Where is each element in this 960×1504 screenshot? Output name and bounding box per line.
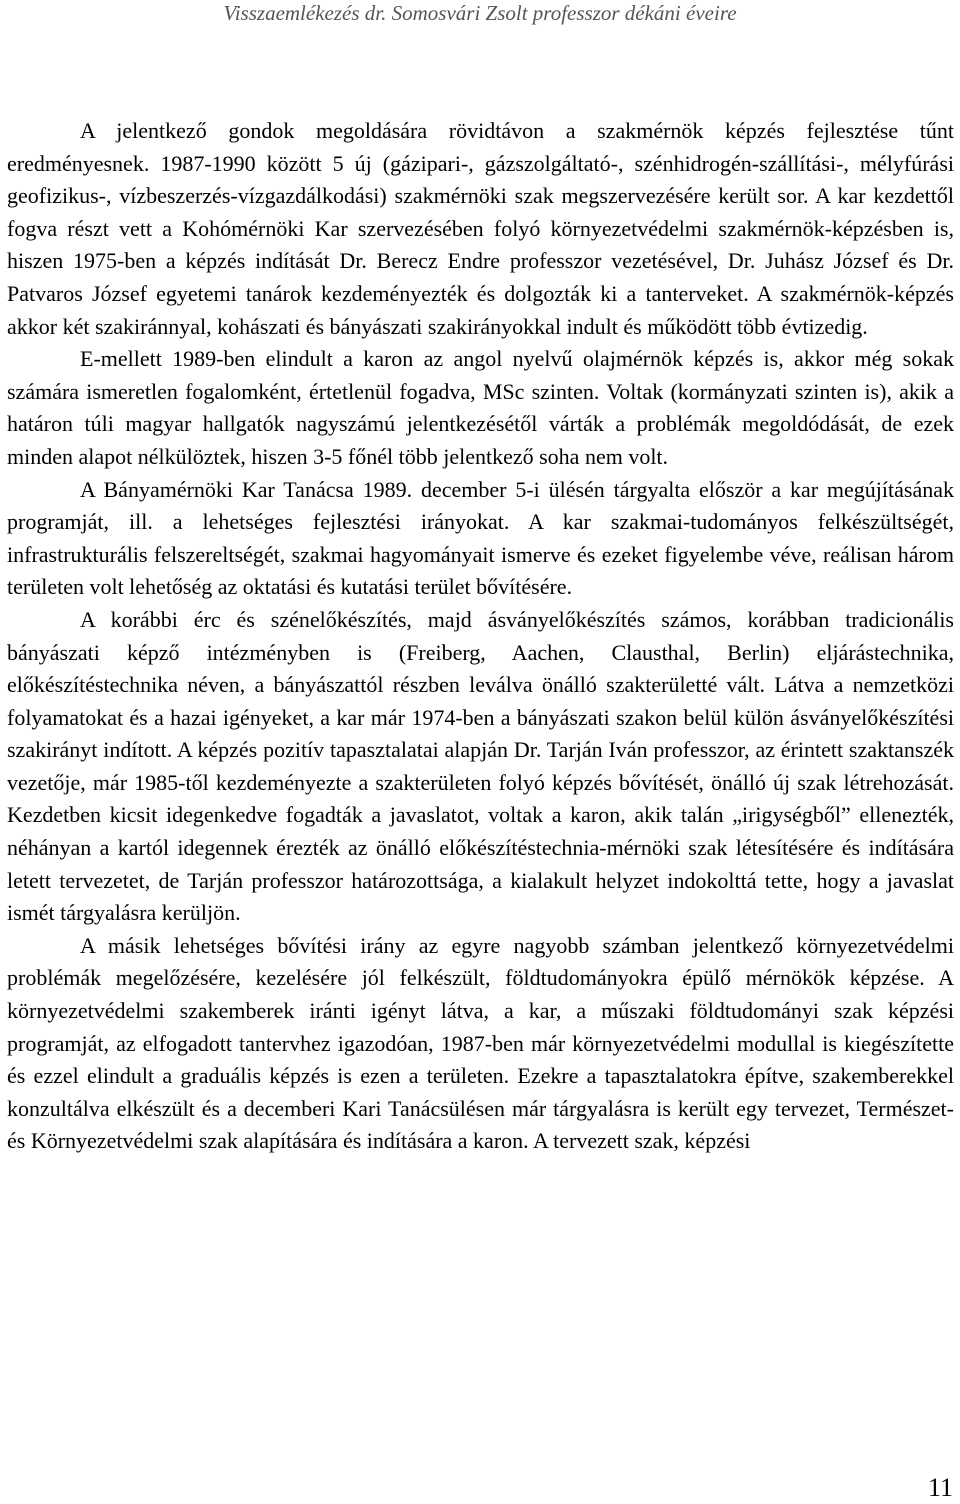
page-number: 11	[927, 1473, 953, 1502]
paragraph-1: A jelentkező gondok megoldására rövidtávon a szakmérnök képzés fejlesztése tűnt eredményesnek. 1987-1990 között 5 új (gázipari-, gázszolgáltató-, szénhidrogén-szállítási-, mélyfúrási geofizikus-, vízbeszerzés-vízgazdálkodási) szakmérnöki szak megszervezésére került sor. A kar kezdettől fogva részt vett a Kohómérnöki Kar szervezésében folyó környezetvédelmi szakmérnök-képzésben is, hiszen 1975-ben a képzés indítását Dr. Berecz Endre professzor vezetésével, Dr. Juhász József és Dr. Patvaros József egyetemi tanárok kezdeményezték és dolgozták ki a tanterveket. A szakmérnök-képzés akkor két szakiránnyal, kohászati és bányászati szakirányokkal indult és működött több évtizedig.	[7, 118, 954, 339]
paragraph-5: A másik lehetséges bővítési irány az egyre nagyobb számban jelentkező környezetvédelmi problémák megelőzésére, kezelésére jól felkészült, földtudományokra épülő mérnökök képzése. A környezetvédelmi szakemberek iránti igényt látva, a kar, a műszaki földtudományi szak képzési programját, az elfogadott tantervhez igazodóan, 1987-ben már környezetvédelmi modullal is kiegészítette és ezzel elindult a graduális képzés is ezen a területen. Ezekre a tapasztalatokra építve, szakemberekkel konzultálva elkészült és a decemberi Kari Tanácsülésen már tárgyalásra is került egy tervezet, Természet- és Környezetvédelmi szak alapítására és indítására a karon. A tervezett szak, képzési	[7, 932, 954, 1154]
paragraph-3: A Bányamérnöki Kar Tanácsa 1989. december 5-i ülésén tárgyalta először a kar megújításának programját, ill. a lehetséges fejlesztési irányokat. A kar szakmai-tudományos felkészültségét, infrastrukturális felszereltségét, szakmai hagyományait ismerve és ezeket figyelembe véve, reálisan három területen volt lehetőség az oktatási és kutatási terület bővítésére.	[7, 476, 954, 600]
paragraph-2: E-mellett 1989-ben elindult a karon az angol nyelvű olajmérnök képzés is, akkor még sokak számára ismeretlen fogalomként, értetlenül fogadva, MSc szinten. Voltak (kormányzati szinten is), akik a határon túli magyar hallgatók nagyszámú jelentkezésétől várták a problémák megoldódását, de ezek minden alapot nélkülöztek, hiszen 3-5 főnél több jelentkező soha nem volt.	[7, 346, 954, 469]
body-text	[7, 115, 954, 1158]
running-header: Visszaemlékezés dr. Somosvári Zsolt professzor dékáni éveire	[223, 1, 737, 25]
paragraph-4: A korábbi érc és szénelőkészítés, majd ásványelőkészítés számos, korábban tradicionális bányászati képző intézményben is (Freiberg, Aachen, Clausthal, Berlin) eljárástechnika, előkészítéstechnika néven, a bányászattól részben leválva önálló szakterületté vált. Látva a nemzetközi folyamatokat és a hazai igényeket, a kar már 1974-ben a bányászati szakon belül külön ásványelőkészítési szakirányt indított. A képzés pozitív tapasztalatai alapján Dr. Tarján Iván professzor, az érintett szaktanszék vezetője, már 1985-től kezdeményezte a szakterületen folyó képzés bővítését, önálló új szak létrehozását. Kezdetben kicsit idegenkedve fogadták a javaslatot, voltak a karon, akik talán „irigységből” ellenezték, néhányan a kartól idegennek érezték az önálló előkészítéstechnia-mérnöki szak létesítésére és indítására letett tervezetet, de Tarján professzor határozottsága, a kialakult helyzet indokolttá tette, hogy a javaslat ismét tárgyalásra kerüljön.	[7, 606, 954, 926]
